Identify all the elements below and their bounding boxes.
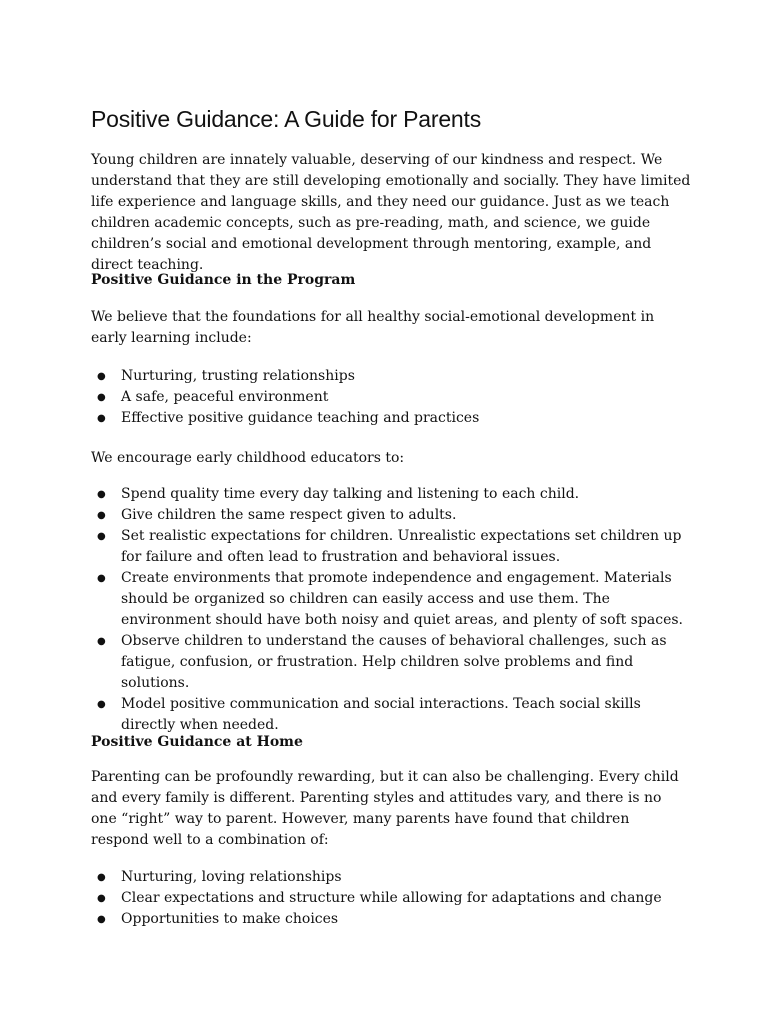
bullet-icon: ● bbox=[97, 510, 106, 521]
bullet-icon: ● bbox=[97, 573, 106, 584]
list-item-text: Model positive communication and social interactions. Teach social skills directly when needed. bbox=[121, 696, 641, 733]
list-item-text: Nurturing, trusting relationships bbox=[121, 368, 355, 384]
list-item bbox=[91, 366, 479, 387]
section-heading-program: Positive Guidance in the Program bbox=[91, 272, 356, 288]
intro-paragraph: Young children are innately valuable, deserving of our kindness and respect. We understand that they are still developing emotionally and socially. They have limited life experience and language skills, and they need our guidance. Just as we teach children academic concepts, such as pre-reading, math, and science, we guide children’s social and emotional development through mentoring, example, and direct teaching. bbox=[91, 152, 691, 273]
list-item bbox=[91, 387, 479, 408]
bullet-icon: ● bbox=[97, 489, 106, 500]
list-item-text: Effective positive guidance teaching and practices bbox=[121, 410, 480, 426]
list-item bbox=[91, 694, 691, 736]
list-item-text: Observe children to understand the causes of behavioral challenges, such as fatigue, confusion, or frustration. Help children solve problems and find solutions. bbox=[121, 633, 667, 691]
bullet-icon: ● bbox=[97, 413, 106, 424]
bullet-icon: ● bbox=[97, 872, 106, 883]
bullet-icon: ● bbox=[97, 371, 106, 382]
bullet-icon: ● bbox=[97, 893, 106, 904]
bullet-icon: ● bbox=[97, 392, 106, 403]
list-item-text: Spend quality time every day talking and listening to each child. bbox=[121, 486, 580, 502]
list-item bbox=[91, 867, 662, 888]
list-item-text: Create environments that promote independence and engagement. Materials should be organized so children can easily access and use them. The environment should have both noisy and quiet areas, and plenty of soft spaces. bbox=[121, 570, 684, 628]
home-paragraph: Parenting can be profoundly rewarding, but it can also be challenging. Every child and every family is different. Parenting styles and attitudes vary, and there is no one “right” way to parent. However, many parents have found that children respond well to a combination of: bbox=[91, 769, 679, 848]
educators-list bbox=[91, 484, 691, 736]
home-list bbox=[91, 867, 662, 930]
section-heading-home: Positive Guidance at Home bbox=[91, 734, 303, 750]
list-item bbox=[91, 888, 662, 909]
program-paragraph: We believe that the foundations for all healthy social-emotional development in early learning include: bbox=[91, 309, 655, 346]
list-item bbox=[91, 631, 691, 694]
list-item bbox=[91, 568, 691, 631]
bullet-icon: ● bbox=[97, 914, 106, 925]
list-item-text: Give children the same respect given to adults. bbox=[121, 507, 457, 523]
list-item-text: Clear expectations and structure while allowing for adaptations and change bbox=[121, 890, 662, 906]
educators-paragraph: We encourage early childhood educators to: bbox=[91, 450, 405, 466]
document-title: Positive Guidance: A Guide for Parents bbox=[91, 106, 482, 132]
list-item bbox=[91, 408, 479, 429]
list-item-text: A safe, peaceful environment bbox=[121, 389, 329, 405]
bullet-icon: ● bbox=[97, 531, 106, 542]
list-item-text: Nurturing, loving relationships bbox=[121, 869, 342, 885]
foundations-list bbox=[91, 366, 479, 429]
bullet-icon: ● bbox=[97, 636, 106, 647]
bullet-icon: ● bbox=[97, 699, 106, 710]
list-item-text: Set realistic expectations for children. Unrealistic expectations set children up for failure and often lead to frustration and behavioral issues. bbox=[121, 528, 682, 565]
list-item bbox=[91, 505, 691, 526]
list-item bbox=[91, 526, 691, 568]
list-item bbox=[91, 484, 691, 505]
list-item bbox=[91, 909, 662, 930]
list-item-text: Opportunities to make choices bbox=[121, 911, 339, 927]
